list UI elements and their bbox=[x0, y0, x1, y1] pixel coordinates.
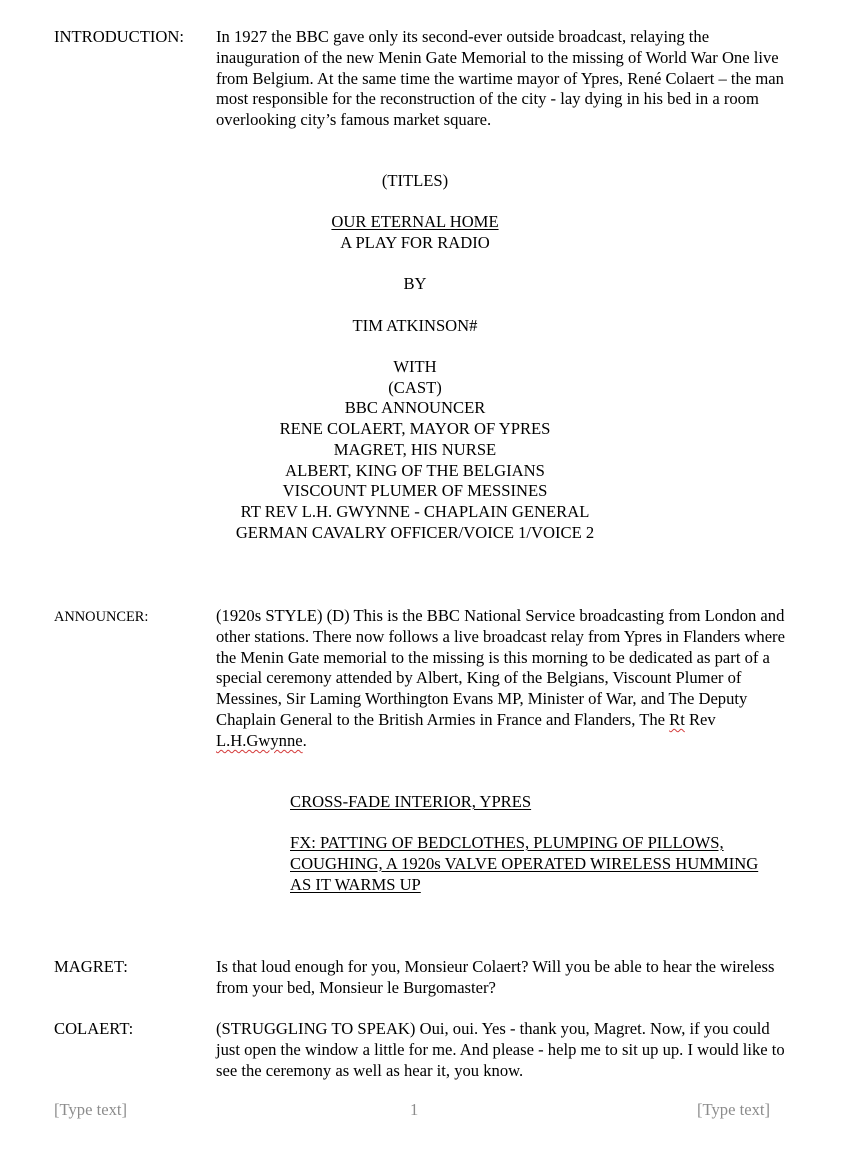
cast-item: ALBERT, KING OF THE BELGIANS bbox=[285, 461, 545, 480]
cast-item: GERMAN CAVALRY OFFICER/VOICE 1/VOICE 2 bbox=[235, 523, 595, 542]
cast-item: BBC ANNOUNCER bbox=[344, 398, 486, 417]
play-title-text: OUR ETERNAL HOME bbox=[331, 212, 499, 231]
crossfade-text: CROSS-FADE INTERIOR, YPRES bbox=[290, 792, 532, 811]
colaert-text: (STRUGGLING TO SPEAK) Oui, oui. Yes - thank you, Magret. Now, if you could just open the window a little for me. And please - help me to sit up up. I would like to see the ceremony as well as hear it, you know. bbox=[216, 1019, 785, 1080]
fx-direction bbox=[290, 833, 780, 895]
page-number: 1 bbox=[410, 1100, 419, 1119]
announcer-label: ANNOUNCER: bbox=[54, 609, 149, 625]
spelling-flag: Rt bbox=[669, 709, 685, 729]
announcer-text-end: . bbox=[302, 730, 307, 750]
announcer-text-rev: Rev bbox=[684, 709, 716, 729]
play-subtitle: A PLAY FOR RADIO bbox=[340, 233, 490, 252]
cast-item: VISCOUNT PLUMER OF MESSINES bbox=[282, 481, 548, 500]
fx-text: FX: PATTING OF BEDCLOTHES, PLUMPING OF PILLOWS, COUGHING, A 1920s VALVE OPERATED WIRELESS HUMMING AS IT WARMS UP bbox=[290, 833, 759, 894]
cast-item: MAGRET, HIS NURSE bbox=[333, 440, 497, 459]
introduction-label: INTRODUCTION: bbox=[54, 27, 184, 46]
crossfade-direction bbox=[290, 792, 790, 813]
footer-left[interactable]: [Type text] bbox=[54, 1100, 128, 1119]
magret-label: MAGRET: bbox=[54, 957, 128, 976]
by-line: BY bbox=[403, 274, 427, 293]
spelling-flag: L.H.Gwynne bbox=[216, 730, 303, 750]
play-title bbox=[0, 212, 830, 233]
magret-text: Is that loud enough for you, Monsieur Colaert? Will you be able to hear the wireless from your bed, Monsieur le Burgomaster? bbox=[216, 957, 775, 997]
footer-right[interactable]: [Type text] bbox=[697, 1100, 771, 1119]
colaert-label: COLAERT: bbox=[54, 1019, 134, 1038]
introduction-text: In 1927 the BBC gave only its second-ever outside broadcast, relaying the inauguration of the new Menin Gate Memorial to the missing of World War One live from Belgium. At the same time the wartime mayor of Ypres, René Colaert – the man most responsible for the reconstruction of the city - lay dying in his bed in a room overlooking city’s famous market square. bbox=[216, 27, 784, 130]
with-line: WITH bbox=[393, 357, 437, 376]
titles-marker: (TITLES) bbox=[381, 171, 449, 190]
announcer-text-main: (1920s STYLE) (D) This is the BBC National Service broadcasting from London and other stations. There now follows a live broadcast relay from Ypres in Flanders where the Menin Gate memorial to the missing is this morning to be dedicated as part of a special ceremony attended by Albert, King of the Belgians, Viscount Plumer of Messines, Sir Laming Worthington Evans MP, Minister of War, and The Deputy Chaplain General to the British Armies in France and Flanders, The bbox=[216, 606, 785, 729]
cast-item: RENE COLAERT, MAYOR OF YPRES bbox=[279, 419, 551, 438]
author-name: TIM ATKINSON# bbox=[352, 316, 478, 335]
cast-item: RT REV L.H. GWYNNE - CHAPLAIN GENERAL bbox=[240, 502, 590, 521]
announcer-text bbox=[216, 606, 796, 752]
cast-label: (CAST) bbox=[388, 378, 442, 397]
